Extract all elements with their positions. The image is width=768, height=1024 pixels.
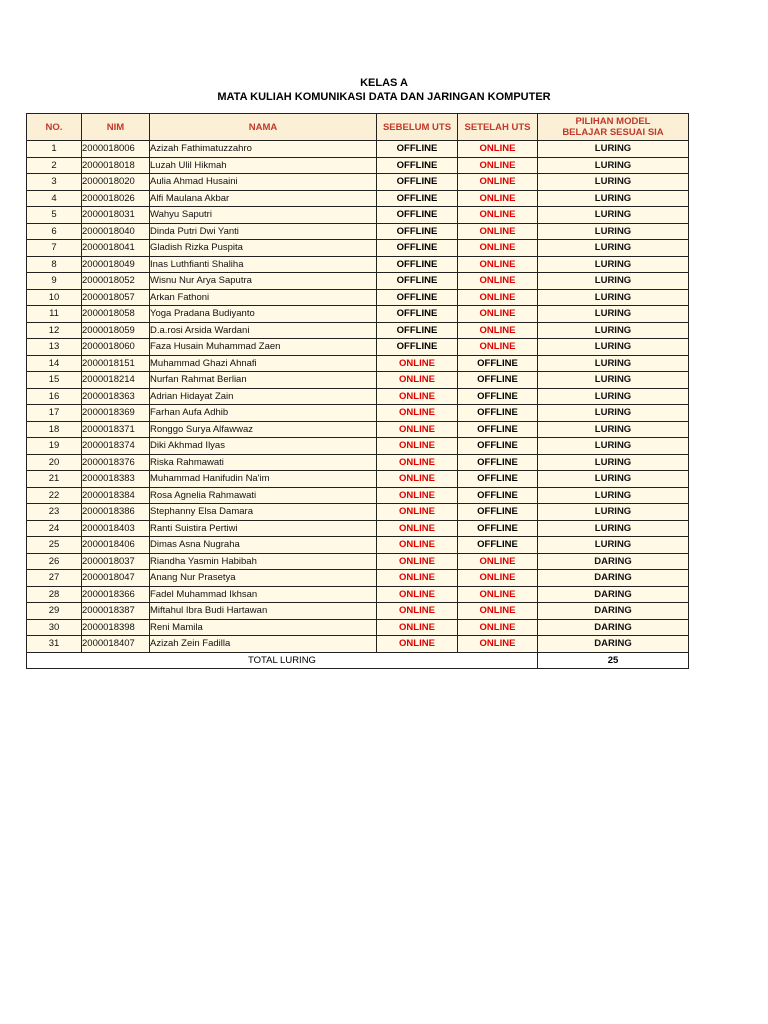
pilihan-cell: LURING <box>538 405 689 422</box>
sebelum-uts-cell: ONLINE <box>377 355 458 372</box>
setelah-uts-cell: OFFLINE <box>458 487 538 504</box>
sebelum-uts-cell: OFFLINE <box>377 190 458 207</box>
name-cell: Ranti Suistira Pertiwi <box>150 520 377 537</box>
nim-cell: 2000018049 <box>82 256 150 273</box>
sebelum-uts-cell: ONLINE <box>377 504 458 521</box>
class-title: KELAS A <box>360 77 408 89</box>
name-cell: Muhammad Ghazi Ahnafi <box>150 355 377 372</box>
setelah-uts-cell: OFFLINE <box>458 471 538 488</box>
nim-cell: 2000018371 <box>82 421 150 438</box>
setelah-uts-cell: ONLINE <box>458 207 538 224</box>
setelah-uts-cell: OFFLINE <box>458 454 538 471</box>
sebelum-uts-cell: ONLINE <box>377 586 458 603</box>
row-number-cell: 12 <box>27 322 82 339</box>
setelah-uts-cell: OFFLINE <box>458 438 538 455</box>
pilihan-cell: LURING <box>538 190 689 207</box>
pilihan-cell: LURING <box>538 339 689 356</box>
nim-cell: 2000018384 <box>82 487 150 504</box>
sebelum-uts-cell: OFFLINE <box>377 240 458 257</box>
pilihan-cell: LURING <box>538 306 689 323</box>
setelah-uts-cell: OFFLINE <box>458 504 538 521</box>
setelah-uts-cell: OFFLINE <box>458 388 538 405</box>
sebelum-uts-cell: OFFLINE <box>377 322 458 339</box>
nim-cell: 2000018407 <box>82 636 150 653</box>
setelah-uts-cell: ONLINE <box>458 603 538 620</box>
sebelum-uts-cell: OFFLINE <box>377 174 458 191</box>
row-number-cell: 21 <box>27 471 82 488</box>
row-number-cell: 4 <box>27 190 82 207</box>
table-row <box>27 141 689 158</box>
setelah-uts-cell: ONLINE <box>458 636 538 653</box>
table-row <box>27 273 689 290</box>
pilihan-cell: LURING <box>538 240 689 257</box>
pilihan-cell: LURING <box>538 537 689 554</box>
pilihan-cell: DARING <box>538 636 689 653</box>
name-cell: Reni Mamila <box>150 619 377 636</box>
name-cell: Adrian Hidayat Zain <box>150 388 377 405</box>
nim-cell: 2000018040 <box>82 223 150 240</box>
pilihan-cell: LURING <box>538 454 689 471</box>
setelah-uts-cell: ONLINE <box>458 619 538 636</box>
table-row <box>27 207 689 224</box>
nim-cell: 2000018058 <box>82 306 150 323</box>
row-number-cell: 14 <box>27 355 82 372</box>
setelah-uts-cell: ONLINE <box>458 322 538 339</box>
sebelum-uts-cell: ONLINE <box>377 372 458 389</box>
name-cell: Riandha Yasmin Habibah <box>150 553 377 570</box>
nim-cell: 2000018018 <box>82 157 150 174</box>
row-number-cell: 9 <box>27 273 82 290</box>
sebelum-uts-cell: ONLINE <box>377 603 458 620</box>
pilihan-cell: LURING <box>538 388 689 405</box>
pilihan-cell: LURING <box>538 141 689 158</box>
name-cell: Azizah Fathimatuzzahro <box>150 141 377 158</box>
nim-cell: 2000018047 <box>82 570 150 587</box>
nim-cell: 2000018026 <box>82 190 150 207</box>
nim-cell: 2000018031 <box>82 207 150 224</box>
nim-cell: 2000018406 <box>82 537 150 554</box>
table-row <box>27 636 689 653</box>
table-row <box>27 586 689 603</box>
setelah-uts-cell: ONLINE <box>458 190 538 207</box>
sebelum-uts-cell: ONLINE <box>377 537 458 554</box>
pilihan-cell: LURING <box>538 289 689 306</box>
nim-cell: 2000018052 <box>82 273 150 290</box>
row-number-cell: 22 <box>27 487 82 504</box>
table-row <box>27 405 689 422</box>
name-cell: Faza Husain Muhammad Zaen <box>150 339 377 356</box>
name-cell: Nurfan Rahmat Berlian <box>150 372 377 389</box>
pilihan-cell: LURING <box>538 504 689 521</box>
row-number-cell: 10 <box>27 289 82 306</box>
row-number-cell: 17 <box>27 405 82 422</box>
table-row <box>27 240 689 257</box>
nim-cell: 2000018214 <box>82 372 150 389</box>
total-label: TOTAL LURING <box>27 652 538 669</box>
table-row <box>27 256 689 273</box>
row-number-cell: 7 <box>27 240 82 257</box>
pilihan-cell: LURING <box>538 372 689 389</box>
setelah-uts-cell: ONLINE <box>458 157 538 174</box>
name-cell: Anang Nur Prasetya <box>150 570 377 587</box>
name-cell: Arkan Fathoni <box>150 289 377 306</box>
row-number-cell: 11 <box>27 306 82 323</box>
table-row <box>27 174 689 191</box>
row-number-cell: 6 <box>27 223 82 240</box>
name-cell: Ronggo Surya Alfawwaz <box>150 421 377 438</box>
nim-cell: 2000018403 <box>82 520 150 537</box>
table-row <box>27 603 689 620</box>
nim-cell: 2000018059 <box>82 322 150 339</box>
sebelum-uts-cell: OFFLINE <box>377 289 458 306</box>
pilihan-cell: LURING <box>538 487 689 504</box>
column-header-setelah-uts: SETELAH UTS <box>458 114 538 141</box>
setelah-uts-cell: OFFLINE <box>458 537 538 554</box>
name-cell: Fadel Muhammad Ikhsan <box>150 586 377 603</box>
pilihan-cell: LURING <box>538 355 689 372</box>
table-row <box>27 306 689 323</box>
setelah-uts-cell: ONLINE <box>458 223 538 240</box>
table-row <box>27 322 689 339</box>
row-number-cell: 31 <box>27 636 82 653</box>
nim-cell: 2000018387 <box>82 603 150 620</box>
sebelum-uts-cell: OFFLINE <box>377 141 458 158</box>
name-cell: Miftahul Ibra Budi Hartawan <box>150 603 377 620</box>
setelah-uts-cell: ONLINE <box>458 553 538 570</box>
nim-cell: 2000018363 <box>82 388 150 405</box>
pilihan-cell: LURING <box>538 223 689 240</box>
nim-cell: 2000018060 <box>82 339 150 356</box>
sebelum-uts-cell: OFFLINE <box>377 223 458 240</box>
row-number-cell: 2 <box>27 157 82 174</box>
sebelum-uts-cell: ONLINE <box>377 405 458 422</box>
nim-cell: 2000018376 <box>82 454 150 471</box>
column-header-nim: NIM <box>82 114 150 141</box>
row-number-cell: 1 <box>27 141 82 158</box>
table-row <box>27 520 689 537</box>
name-cell: Inas Luthfianti Shaliha <box>150 256 377 273</box>
setelah-uts-cell: OFFLINE <box>458 421 538 438</box>
table-row <box>27 471 689 488</box>
name-cell: Farhan Aufa Adhib <box>150 405 377 422</box>
name-cell: Rosa Agnelia Rahmawati <box>150 487 377 504</box>
table-row <box>27 570 689 587</box>
table-row <box>27 223 689 240</box>
pilihan-cell: DARING <box>538 619 689 636</box>
table-row <box>27 157 689 174</box>
sebelum-uts-cell: ONLINE <box>377 388 458 405</box>
table-header-row <box>27 114 689 141</box>
row-number-cell: 18 <box>27 421 82 438</box>
table-body <box>27 141 689 653</box>
nim-cell: 2000018398 <box>82 619 150 636</box>
name-cell: Muhammad Hanifudin Na'im <box>150 471 377 488</box>
row-number-cell: 30 <box>27 619 82 636</box>
row-number-cell: 23 <box>27 504 82 521</box>
sebelum-uts-cell: ONLINE <box>377 438 458 455</box>
sebelum-uts-cell: ONLINE <box>377 619 458 636</box>
document-titles <box>0 76 768 104</box>
sebelum-uts-cell: OFFLINE <box>377 273 458 290</box>
row-number-cell: 5 <box>27 207 82 224</box>
pilihan-cell: LURING <box>538 256 689 273</box>
name-cell: Riska Rahmawati <box>150 454 377 471</box>
row-number-cell: 8 <box>27 256 82 273</box>
nim-cell: 2000018369 <box>82 405 150 422</box>
table-row <box>27 504 689 521</box>
sebelum-uts-cell: ONLINE <box>377 471 458 488</box>
nim-cell: 2000018006 <box>82 141 150 158</box>
name-cell: Aulia Ahmad Husaini <box>150 174 377 191</box>
pilihan-cell: LURING <box>538 207 689 224</box>
sebelum-uts-cell: OFFLINE <box>377 207 458 224</box>
setelah-uts-cell: ONLINE <box>458 240 538 257</box>
table-row <box>27 372 689 389</box>
setelah-uts-cell: OFFLINE <box>458 405 538 422</box>
setelah-uts-cell: OFFLINE <box>458 520 538 537</box>
nim-cell: 2000018386 <box>82 504 150 521</box>
sebelum-uts-cell: ONLINE <box>377 570 458 587</box>
nim-cell: 2000018020 <box>82 174 150 191</box>
total-value: 25 <box>538 652 689 669</box>
course-title: MATA KULIAH KOMUNIKASI DATA DAN JARINGAN KOMPUTER <box>217 91 551 103</box>
setelah-uts-cell: ONLINE <box>458 339 538 356</box>
nim-cell: 2000018057 <box>82 289 150 306</box>
pilihan-cell: LURING <box>538 273 689 290</box>
pilihan-cell: DARING <box>538 553 689 570</box>
pilihan-cell: LURING <box>538 438 689 455</box>
column-header-no: NO. <box>27 114 82 141</box>
row-number-cell: 27 <box>27 570 82 587</box>
pilihan-cell: LURING <box>538 471 689 488</box>
row-number-cell: 20 <box>27 454 82 471</box>
row-number-cell: 19 <box>27 438 82 455</box>
setelah-uts-cell: ONLINE <box>458 273 538 290</box>
name-cell: D.a.rosi Arsida Wardani <box>150 322 377 339</box>
pilihan-cell: DARING <box>538 570 689 587</box>
sebelum-uts-cell: OFFLINE <box>377 306 458 323</box>
nim-cell: 2000018366 <box>82 586 150 603</box>
row-number-cell: 15 <box>27 372 82 389</box>
row-number-cell: 16 <box>27 388 82 405</box>
pilihan-cell: LURING <box>538 322 689 339</box>
name-cell: Dinda Putri Dwi Yanti <box>150 223 377 240</box>
table-row <box>27 619 689 636</box>
nim-cell: 2000018037 <box>82 553 150 570</box>
row-number-cell: 29 <box>27 603 82 620</box>
setelah-uts-cell: ONLINE <box>458 306 538 323</box>
column-header-nama: NAMA <box>150 114 377 141</box>
name-cell: Wahyu Saputri <box>150 207 377 224</box>
name-cell: Dimas Asna Nugraha <box>150 537 377 554</box>
name-cell: Yoga Pradana Budiyanto <box>150 306 377 323</box>
table-row <box>27 438 689 455</box>
sebelum-uts-cell: ONLINE <box>377 520 458 537</box>
pilihan-cell: DARING <box>538 603 689 620</box>
row-number-cell: 24 <box>27 520 82 537</box>
table-row <box>27 537 689 554</box>
sebelum-uts-cell: ONLINE <box>377 553 458 570</box>
row-number-cell: 3 <box>27 174 82 191</box>
row-number-cell: 13 <box>27 339 82 356</box>
sebelum-uts-cell: ONLINE <box>377 636 458 653</box>
name-cell: Gladish Rizka Puspita <box>150 240 377 257</box>
pilihan-cell: LURING <box>538 520 689 537</box>
name-cell: Azizah Zein Fadilla <box>150 636 377 653</box>
name-cell: Wisnu Nur Arya Saputra <box>150 273 377 290</box>
nim-cell: 2000018041 <box>82 240 150 257</box>
name-cell: Alfi Maulana Akbar <box>150 190 377 207</box>
attendance-table <box>26 113 689 669</box>
column-header-pilihan: PILIHAN MODEL BELAJAR SESUAI SIA <box>538 114 689 141</box>
nim-cell: 2000018383 <box>82 471 150 488</box>
table-row <box>27 289 689 306</box>
name-cell: Luzah Ulil Hikmah <box>150 157 377 174</box>
pilihan-cell: DARING <box>538 586 689 603</box>
setelah-uts-cell: ONLINE <box>458 289 538 306</box>
table-row <box>27 454 689 471</box>
setelah-uts-cell: ONLINE <box>458 174 538 191</box>
pilihan-cell: LURING <box>538 421 689 438</box>
pilihan-cell: LURING <box>538 157 689 174</box>
sebelum-uts-cell: ONLINE <box>377 487 458 504</box>
table-row <box>27 487 689 504</box>
row-number-cell: 26 <box>27 553 82 570</box>
setelah-uts-cell: ONLINE <box>458 570 538 587</box>
table-row <box>27 190 689 207</box>
sebelum-uts-cell: ONLINE <box>377 454 458 471</box>
sebelum-uts-cell: OFFLINE <box>377 339 458 356</box>
total-row <box>27 652 689 669</box>
name-cell: Diki Akhmad Ilyas <box>150 438 377 455</box>
sebelum-uts-cell: OFFLINE <box>377 157 458 174</box>
setelah-uts-cell: ONLINE <box>458 256 538 273</box>
name-cell: Stephanny Elsa Damara <box>150 504 377 521</box>
row-number-cell: 28 <box>27 586 82 603</box>
setelah-uts-cell: ONLINE <box>458 586 538 603</box>
sebelum-uts-cell: ONLINE <box>377 421 458 438</box>
row-number-cell: 25 <box>27 537 82 554</box>
table-row <box>27 355 689 372</box>
setelah-uts-cell: OFFLINE <box>458 372 538 389</box>
table-row <box>27 339 689 356</box>
table-row <box>27 553 689 570</box>
pilihan-cell: LURING <box>538 174 689 191</box>
sebelum-uts-cell: OFFLINE <box>377 256 458 273</box>
table-row <box>27 421 689 438</box>
table-row <box>27 388 689 405</box>
setelah-uts-cell: OFFLINE <box>458 355 538 372</box>
setelah-uts-cell: ONLINE <box>458 141 538 158</box>
column-header-sebelum-uts: SEBELUM UTS <box>377 114 458 141</box>
nim-cell: 2000018151 <box>82 355 150 372</box>
nim-cell: 2000018374 <box>82 438 150 455</box>
